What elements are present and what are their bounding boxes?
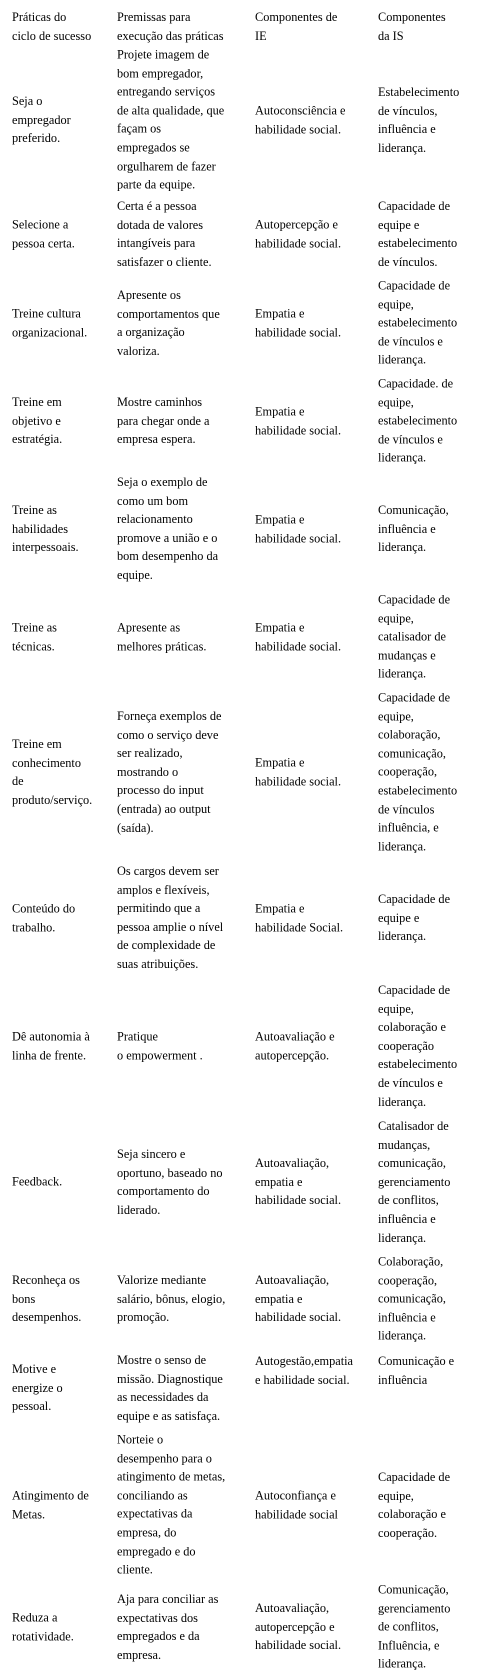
cell-premise: Apresente os comportamentos que a organização valoriza. [117, 287, 220, 358]
cell-ie: Empatia e habilidade social. [255, 404, 342, 437]
cell-is: Capacidade de equipe, catalisador de mudanças e liderança. [378, 592, 451, 681]
cell-premise: Mostre o senso de missão. Diagnostique as necessidades da equipe e as satisfaça. [117, 1352, 223, 1423]
cell-ie: Autoavaliação, empatia e habilidade social. [255, 1156, 342, 1208]
table-row [0, 470, 481, 588]
cell-premise: Forneça exemplos de como o serviço deve ser realizado, mostrando o processo do input (entrada) ao output (saída). [117, 708, 222, 835]
cell-practice: Feedback. [12, 1174, 63, 1189]
table-row [0, 858, 481, 978]
cell-premise: Valorize mediante salário, bônus, elogio, promoção. [117, 1273, 226, 1325]
cell-ie: Empatia e habilidade Social. [255, 901, 344, 934]
cell-practice: Motive e energize o pessoal. [12, 1362, 63, 1414]
header-ie-components: Componentes de IE [255, 10, 338, 43]
cell-practice: Reduza a rotatividade. [12, 1610, 74, 1643]
cell-ie: Autoavaliação, empatia e habilidade social. [255, 1273, 342, 1325]
header-practices: Práticas do ciclo de sucesso [12, 10, 92, 43]
table-row [0, 372, 481, 470]
table-row [0, 1428, 481, 1582]
cell-premise: Apresente as melhores práticas. [117, 620, 207, 653]
cell-premise: Mostre caminhos para chegar onde a empresa espera. [117, 395, 210, 447]
cell-is: Colaboração, cooperação, comunicação, influência e liderança. [378, 1254, 446, 1343]
cell-ie: Empatia e habilidade social. [255, 512, 342, 545]
cell-premise: Projete imagem de bom empregador, entregando serviços de alta qualidade, que façam os empregados se orgulharem de fazer parte da equipe. [117, 47, 225, 192]
cell-ie: Autoavaliação e autopercepção. [255, 1029, 335, 1062]
cell-premise: Pratique o empowerment . [117, 1029, 203, 1062]
cell-premise: Seja o exemplo de como um bom relacionamento promove a união e o bom desempenho da equipe. [117, 475, 219, 583]
cell-is: Capacidade. de equipe, estabelecimento de vínculos e liderança. [378, 376, 458, 465]
cell-is: Capacidade de equipe, colaboração e cooperação estabelecimento de vínculos e liderança. [378, 982, 458, 1109]
cell-ie: Empatia e habilidade social. [255, 620, 342, 653]
cell-ie: Autoconfiança e habilidade social [255, 1488, 338, 1521]
cell-premise: Certa é a pessoa dotada de valores intangíveis para satisfazer o cliente. [117, 198, 212, 269]
cell-is: Estabelecimento de vínculos, influência e liderança. [378, 84, 460, 155]
cell-practice: Treine em objetivo e estratégia. [12, 395, 63, 447]
cell-is: Capacidade de equipe, colaboração e cooperação. [378, 1469, 451, 1540]
cell-practice: Selecione a pessoa certa. [12, 217, 75, 250]
cell-is: Capacidade de equipe e liderança. [378, 892, 451, 944]
cell-practice: Treine as habilidades interpessoais. [12, 503, 79, 555]
cell-is: Capacidade de equipe e estabelecimento de vínculos. [378, 198, 458, 269]
table-row [0, 46, 481, 194]
cell-ie: Empatia e habilidade social. [255, 306, 342, 339]
cell-premise: Seja sincero e oportuno, baseado no comportamento do liderado. [117, 1146, 223, 1217]
cell-practice: Dê autonomia à linha de frente. [12, 1029, 90, 1062]
cell-premise: Norteie o desempenho para o atingimento de metas, conciliando as expectativas da empresa, do empregado e do cliente. [117, 1432, 226, 1577]
cell-premise: Aja para conciliar as expectativas dos empregados e da empresa. [117, 1591, 219, 1662]
header-is-components: Componentes da IS [378, 10, 446, 43]
cell-premise: Os cargos devem ser amplos e flexíveis, permitindo que a pessoa amplie o nível de complexidade de suas atribuições. [117, 864, 224, 972]
table-row [0, 194, 481, 274]
table-header [0, 8, 481, 48]
table-row [0, 274, 481, 372]
table-row [0, 588, 481, 686]
cell-is: Capacidade de equipe, colaboração, comunicação, cooperação, estabelecimento de vínculos influência, e liderança. [378, 690, 458, 854]
table-row [0, 1250, 481, 1348]
header-premises: Premissas para execução das práticas [117, 10, 224, 43]
table-row [0, 1578, 481, 1676]
cell-ie: Empatia e habilidade social. [255, 755, 342, 788]
cell-practice: Treine em conhecimento de produto/serviço. [12, 736, 93, 807]
cell-practice: Treine as técnicas. [12, 620, 57, 653]
cell-ie: Autoavaliação, autopercepção e habilidade social. [255, 1601, 342, 1653]
table-row [0, 978, 481, 1114]
table-row [0, 1114, 481, 1250]
cell-practice: Conteúdo do trabalho. [12, 901, 76, 934]
cell-practice: Treine cultura organizacional. [12, 306, 88, 339]
cell-is: Capacidade de equipe, estabelecimento de vínculos e liderança. [378, 278, 458, 367]
cell-is: Comunicação, gerenciamento de conflitos, Influência, e liderança. [378, 1582, 451, 1671]
cell-is: Comunicação e influência [378, 1354, 455, 1387]
table-row [0, 1348, 481, 1428]
cell-practice: Atingimento de Metas. [12, 1488, 89, 1521]
cell-is: Catalisador de mudanças, comunicação, gerenciamento de conflitos, influência e liderança. [378, 1118, 451, 1245]
cell-ie: Autoconsciência e habilidade social. [255, 103, 346, 136]
table-row [0, 686, 481, 858]
cell-ie: Autogestão,empatia e habilidade social. [255, 1354, 354, 1387]
cell-ie: Autopercepção e habilidade social. [255, 217, 342, 250]
cell-practice: Reconheça os bons desempenhos. [12, 1273, 82, 1325]
cell-is: Comunicação, influência e liderança. [378, 503, 449, 555]
cell-practice: Seja o empregador preferido. [12, 94, 71, 146]
